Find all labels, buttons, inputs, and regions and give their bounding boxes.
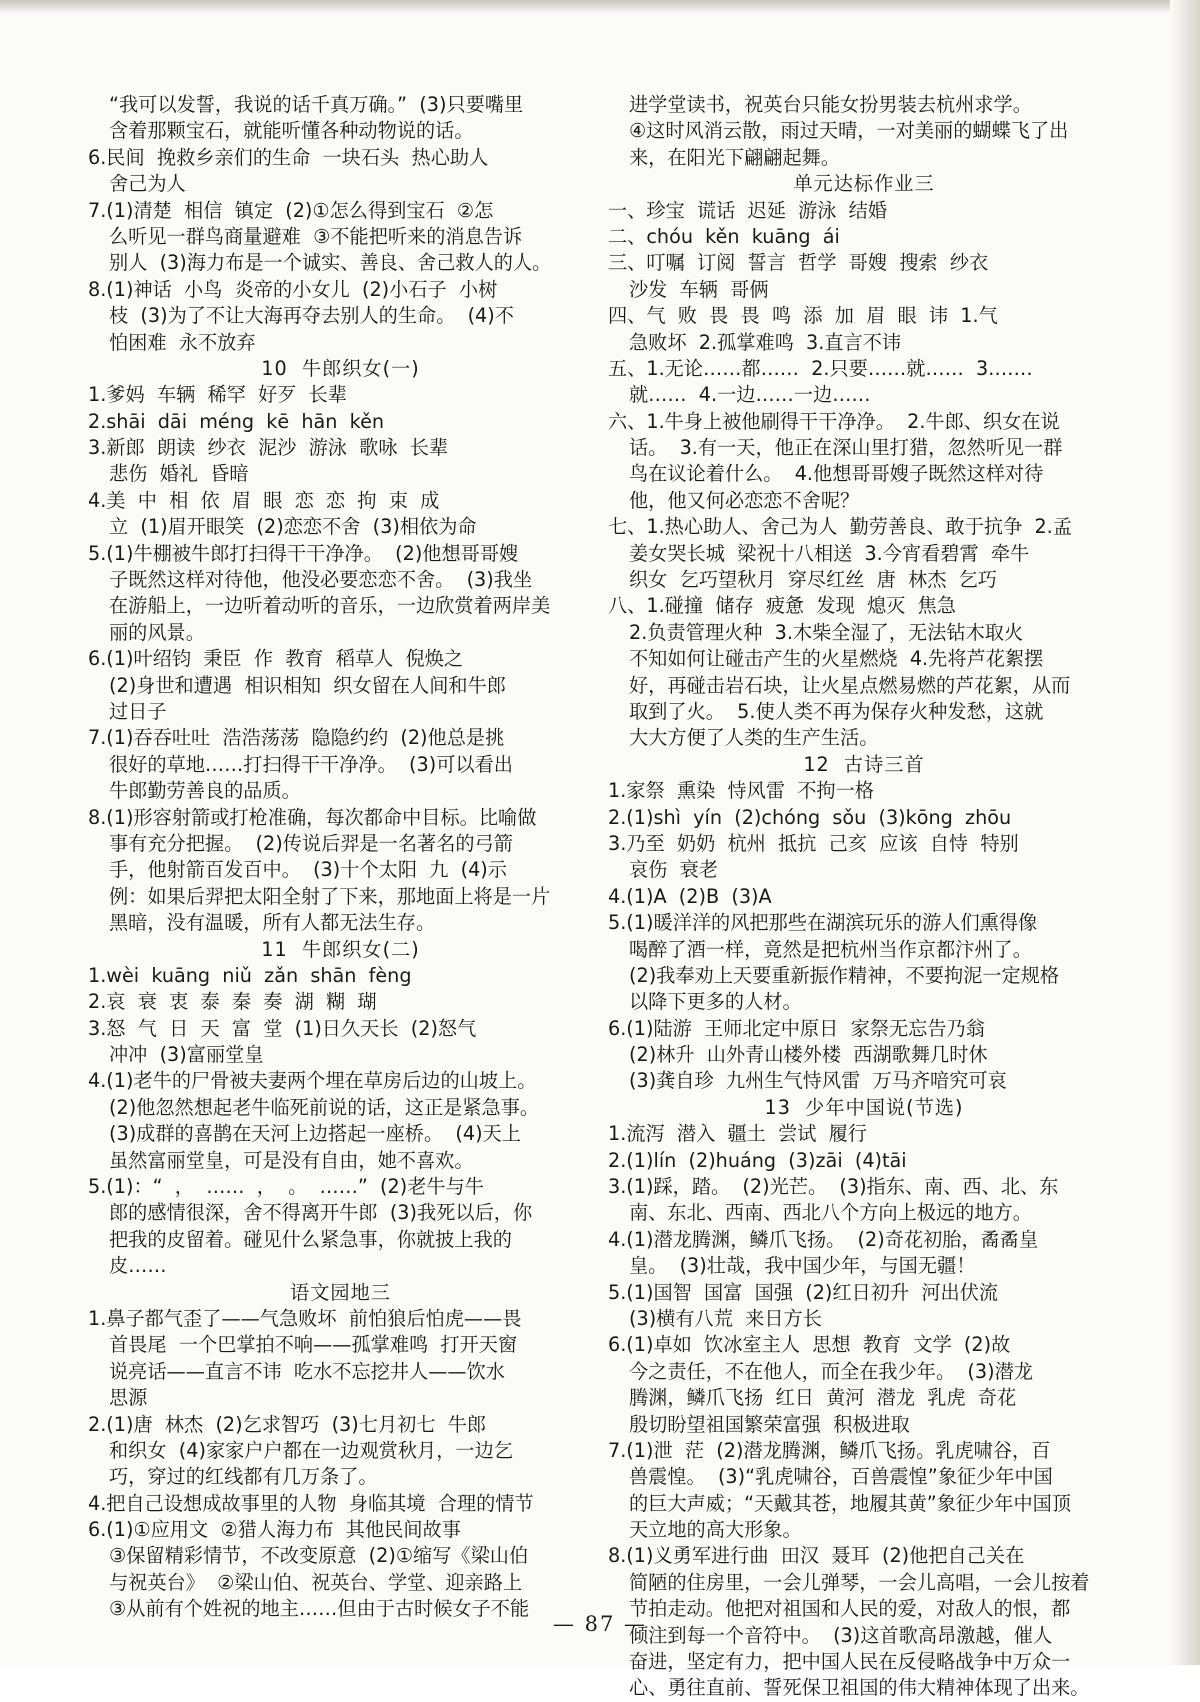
answer-line: (2)林升 山外青山楼外楼 西湖歌舞几时休 <box>629 1043 988 1067</box>
answer-line: 手，他射箭百发百中。 (3)十个太阳 九 (4)示 <box>109 858 507 882</box>
answer-line: (3)龚自珍 九州生气恃风雷 万马齐喑究可哀 <box>629 1069 1007 1093</box>
answer-line: 丽的风景。 <box>109 620 205 644</box>
answer-line: 就…… 4.一边……一边…… <box>629 383 871 407</box>
answer-line: 2.(1)唐 林杰 (2)乞求智巧 (3)七月初七 牛郎 <box>88 1412 487 1436</box>
answer-line: 3.怒 气 日 天 富 堂 (1)日久天长 (2)怒气 <box>88 1016 477 1040</box>
section-heading: 12 古诗三首 <box>803 752 925 776</box>
answer-line: 哀伤 衰老 <box>629 858 718 882</box>
answer-line: 思源 <box>109 1386 148 1410</box>
answer-line: 8.(1)神话 小鸟 炎帝的小女儿 (2)小石子 小树 <box>88 277 498 301</box>
answer-line: 3.乃至 奶奶 杭州 抵抗 己亥 应该 自恃 特别 <box>608 831 1019 855</box>
answer-line: 7.(1)清楚 相信 镇定 (2)①怎么得到宝石 ②怎 <box>88 198 494 222</box>
answer-line: 六、1.牛身上被他刷得干干净净。 2.牛郎、织女在说 <box>608 409 1060 433</box>
answer-line: 倾注到每一个音符中。 (3)这首歌高昂激越，催人 <box>629 1623 1053 1647</box>
section-heading: 语文园地三 <box>290 1280 391 1304</box>
answer-line: 话。 3.有一天，他正在深山里打猎，忽然听见一群 <box>629 436 1063 460</box>
answer-line: 1.流泻 潜入 疆土 尝试 履行 <box>608 1122 867 1146</box>
left-column <box>88 92 593 1623</box>
answer-line: 子既然这样对待他，他没必要恋恋不舍。 (3)我坐 <box>109 568 533 592</box>
answer-line: 7.(1)泄 茫 (2)潜龙腾渊，鳞爪飞扬。乳虎啸谷，百 <box>608 1438 1051 1462</box>
answer-line: 3.新郎 朗读 纱衣 泥沙 游泳 歌咏 长辈 <box>88 436 449 460</box>
answer-line: 皇。 (3)壮哉，我中国少年，与国无疆！ <box>629 1254 976 1278</box>
answer-line: 姜女哭长城 梁祝十八相送 3.今宵看碧霄 牵牛 <box>629 541 1030 565</box>
page-number: — 87 — <box>552 1612 648 1636</box>
answer-line: 1.鼻子都气歪了——气急败坏 前怕狼后怕虎——畏 <box>88 1306 522 1330</box>
answer-line: 5.(1)国智 国富 国强 (2)红日初升 河出伏流 <box>608 1280 999 1304</box>
answer-line: 立 (1)眉开眼笑 (2)恋恋不舍 (3)相依为命 <box>109 515 477 539</box>
section-heading: 单元达标作业三 <box>793 172 935 196</box>
answer-line: 取到了火。 5.使人类不再为保存火种发愁，这就 <box>629 699 1044 723</box>
answer-line: 与祝英台》 ②梁山伯、祝英台、学堂、迎亲路上 <box>109 1570 523 1594</box>
answer-line: 七、1.热心助人、舍己为人 勤劳善良、敢于抗争 2.孟 <box>608 515 1072 539</box>
answer-line: 悲伤 婚礼 昏暗 <box>109 462 249 486</box>
answer-line: 例：如果后羿把太阳全射了下来，那地面上将是一片 <box>109 884 551 908</box>
answer-line: (3)横有八荒 来日方长 <box>629 1306 822 1330</box>
answer-line: 巧，穿过的红线都有几万条了。 <box>109 1465 378 1489</box>
answer-line: ③保留精彩情节，不改变原意 (2)①缩写《梁山伯 <box>109 1544 529 1568</box>
answer-line: (2)我奉劝上天要重新振作精神，不要拘泥一定规格 <box>629 963 1060 987</box>
answer-line: 2.(1)shì yín (2)chóng sǒu (3)kōng zhōu <box>608 805 1012 829</box>
answer-line: 2.shāi dāi méng kē hān kěn <box>88 409 385 433</box>
answer-line: 五、1.无论……都…… 2.只要……就…… 3.…… <box>608 356 1033 380</box>
answer-line: 的巨大声威；“天戴其苍，地履其黄”象征少年中国顶 <box>629 1491 1072 1515</box>
answer-line: 5.(1)牛棚被牛郎打扫得干干净净。 (2)他想哥哥嫂 <box>88 541 519 565</box>
answer-line: 织女 乞巧望秋月 穿尽红丝 唐 林杰 乞巧 <box>629 568 997 592</box>
answer-line: 鸟在议论着什么。 4.他想哥哥嫂子既然这样对待 <box>629 462 1044 486</box>
answer-line: 节拍走动。他把对祖国和人民的爱，对敌人的恨，都 <box>629 1597 1071 1621</box>
answer-line: 6.(1)①应用文 ②猎人海力布 其他民间故事 <box>88 1518 461 1542</box>
answer-line: 别人 (3)海力布是一个诚实、善良、舍己救人的人。 <box>109 251 552 275</box>
answer-line: 以降下更多的人材。 <box>629 990 802 1014</box>
answer-line: 事有充分把握。 (2)传说后羿是一名著名的弓箭 <box>109 831 513 855</box>
right-column <box>608 92 1120 1702</box>
page-top-shadow <box>0 0 1200 14</box>
answer-line: 6.民间 挽救乡亲们的生命 一块石头 热心助人 <box>88 145 489 169</box>
answer-line: 八、1.碰撞 储存 疲惫 发现 熄灭 焦急 <box>608 594 956 618</box>
answer-line: 1.爹妈 车辆 稀罕 好歹 长辈 <box>88 383 347 407</box>
answer-line: 他，他又何必恋恋不舍呢？ <box>629 488 860 512</box>
answer-line: 2.(1)lín (2)huáng (3)zāi (4)tāi <box>608 1148 907 1172</box>
answer-line: 郎的感情很深，舍不得离开牛郎 (3)我死以后，你 <box>109 1201 533 1225</box>
answer-line: 腾渊，鳞爪飞扬 红日 黄河 潜龙 乳虎 奇花 <box>629 1386 1017 1410</box>
answer-line: 3.(1)踩，踏。 (2)光芒。 (3)指东、南、西、北、东 <box>608 1175 1059 1199</box>
answer-line: 6.(1)卓如 饮冰室主人 思想 教育 文学 (2)故 <box>608 1333 1011 1357</box>
answer-line: 4.(1)潜龙腾渊，鳞爪飞扬。 (2)奇花初胎，矞矞皇 <box>608 1227 1039 1251</box>
answer-line: ④这时风消云散，雨过天晴，一对美丽的蝴蝶飞了出 <box>629 119 1069 143</box>
answer-line: 枝 (3)为了不让大海再夺去别人的生命。 (4)不 <box>109 304 514 328</box>
answer-line: 8.(1)义勇军进行曲 田汉 聂耳 (2)他把自己关在 <box>608 1544 1025 1568</box>
answer-line: 殷切盼望祖国繁荣富强 积极进取 <box>629 1412 910 1436</box>
answer-line: 好，再碰击岩石块，让火星点燃易燃的芦花絮，从而 <box>629 673 1071 697</box>
answer-line: 三、叮嘱 订阅 誓言 哲学 哥嫂 搜索 纱衣 <box>608 251 989 275</box>
answer-line: 进学堂读书，祝英台只能女扮男装去杭州求学。 <box>629 93 1032 116</box>
page-edge-shadow <box>1170 0 1200 1665</box>
answer-line: 6.(1)陆游 王师北定中原日 家祭无忘告乃翁 <box>608 1016 985 1040</box>
answer-line: 大大方便了人类的生产生活。 <box>629 726 879 750</box>
answer-line: 4.(1)老牛的尸骨被夫妻两个埋在草房后边的山坡上。 <box>88 1069 537 1093</box>
answer-line: 含着那颗宝石，就能听懂各种动物说的话。 <box>109 119 474 143</box>
answer-line: 不知如何让碰击产生的火星燃烧 4.先将芦花絮摆 <box>629 647 1044 671</box>
answer-line: 南、东北、西南、西北八个方向上极远的地方。 <box>629 1201 1032 1225</box>
answer-line: (2)他忽然想起老牛临死前说的话，这正是紧急事。 <box>109 1095 540 1119</box>
answer-line: 1.家祭 熏染 恃风雷 不拘一格 <box>608 779 874 803</box>
answer-line: 6.(1)叶绍钧 秉臣 作 教育 稻草人 倪焕之 <box>88 647 464 671</box>
answer-line: 来，在阳光下翩翩起舞。 <box>629 145 841 169</box>
answer-line: 5.(1)：“ ， …… ， 。 ……” (2)老牛与牛 <box>88 1175 484 1199</box>
answer-line: 奋进，坚定有力，把中国人民在反侵略战争中万众一 <box>629 1650 1071 1674</box>
section-heading: 13 少年中国说(节选) <box>764 1095 964 1119</box>
answer-line: 2.负责管理火种 3.木柴全湿了，无法钻木取火 <box>629 620 1024 644</box>
answer-line: 4.(1)A (2)B (3)A <box>608 884 772 908</box>
answer-line: 4.把自己设想成故事里的人物 身临其境 合理的情节 <box>88 1491 534 1515</box>
answer-line: 在游船上，一边听着动听的音乐，一边欣赏着两岸美 <box>109 594 551 618</box>
answer-line: 沙发 车辆 哥俩 <box>629 277 769 301</box>
answer-line: (3)成群的喜鹊在天河上边搭起一座桥。 (4)天上 <box>109 1122 521 1146</box>
answer-line: 兽震惶。 (3)“乳虎啸谷，百兽震惶”象征少年中国 <box>629 1465 1053 1489</box>
answer-line: 心、勇往直前、誓死保卫祖国的伟大精神体现了出来。 <box>629 1676 1090 1700</box>
answer-line: 四、气 败 畏 畏 鸣 添 加 眉 眼 讳 1.气 <box>608 304 998 328</box>
answer-line: 么听见一群鸟商量避难 ③不能把听来的消息告诉 <box>109 224 523 248</box>
answer-line: 黑暗，没有温暖，所有人都无法生存。 <box>109 911 436 935</box>
answer-line: 5.(1)暖洋洋的风把那些在湖滨玩乐的游人们熏得像 <box>608 911 1038 935</box>
answer-line: 首畏尾 一个巴掌拍不响——孤掌难鸣 打开天窗 <box>109 1333 518 1357</box>
answer-line: 皮…… <box>109 1254 167 1278</box>
answer-line: 牛郎勤劳善良的品质。 <box>109 779 301 803</box>
answer-line: ③从前有个姓祝的地主……但由于古时候女子不能 <box>109 1597 530 1621</box>
answer-line: 很好的草地……打扫得干干净净。 (3)可以看出 <box>109 752 513 776</box>
answer-line: 1.wèi kuāng niǔ zǎn shān fèng <box>88 963 412 987</box>
answer-line: 8.(1)形容射箭或打枪准确，每次都命中目标。比喻做 <box>88 805 537 829</box>
answer-line: 舍己为人 <box>109 172 186 196</box>
answer-line: 2.哀 衰 衷 泰 秦 奏 湖 糊 瑚 <box>88 990 377 1014</box>
answer-line: 7.(1)吞吞吐吐 浩浩荡荡 隐隐约约 (2)他总是挑 <box>88 726 505 750</box>
answer-line: (2)身世和遭遇 相识相知 织女留在人间和牛郎 <box>109 673 506 697</box>
answer-line: 天立地的高大形象。 <box>629 1518 802 1542</box>
answer-line: 急败坏 2.孤掌难鸣 3.直言不讳 <box>629 330 902 354</box>
answer-line: 简陋的住房里，一会儿弹琴，一会儿高唱，一会儿按着 <box>629 1570 1090 1594</box>
answer-line: 二、chóu kěn kuāng ái <box>608 224 840 248</box>
section-heading: 11 牛郎织女(二) <box>261 937 420 961</box>
answer-line: 把我的皮留着。碰见什么紧急事，你就披上我的 <box>109 1227 512 1251</box>
answer-line: 虽然富丽堂皇，可是没有自由，她不喜欢。 <box>109 1148 474 1172</box>
answer-line: 和织女 (4)家家户户都在一边观赏秋月，一边乞 <box>109 1438 513 1462</box>
answer-line: 过日子 <box>109 699 167 723</box>
answer-line: 喝醉了酒一样，竟然是把杭州当作京都汴州了。 <box>629 937 1032 961</box>
answer-line: 说亮话——直言不讳 吃水不忘挖井人——饮水 <box>109 1359 505 1383</box>
answer-line: 怕困难 永不放弃 <box>109 330 256 354</box>
answer-line: 一、珍宝 谎话 迟延 游泳 结婚 <box>608 198 888 222</box>
answer-line: 今之责任，不在他人，而全在我少年。 (3)潜龙 <box>629 1359 1033 1383</box>
section-heading: 10 牛郎织女(一) <box>261 356 420 380</box>
answer-line: 冲冲 (3)富丽堂皇 <box>109 1043 264 1067</box>
answer-line: 4.美 中 相 依 眉 眼 恋 恋 拘 束 成 <box>88 488 440 512</box>
answer-line: “我可以发誓，我说的话千真万确。” (3)只要嘴里 <box>109 93 524 116</box>
